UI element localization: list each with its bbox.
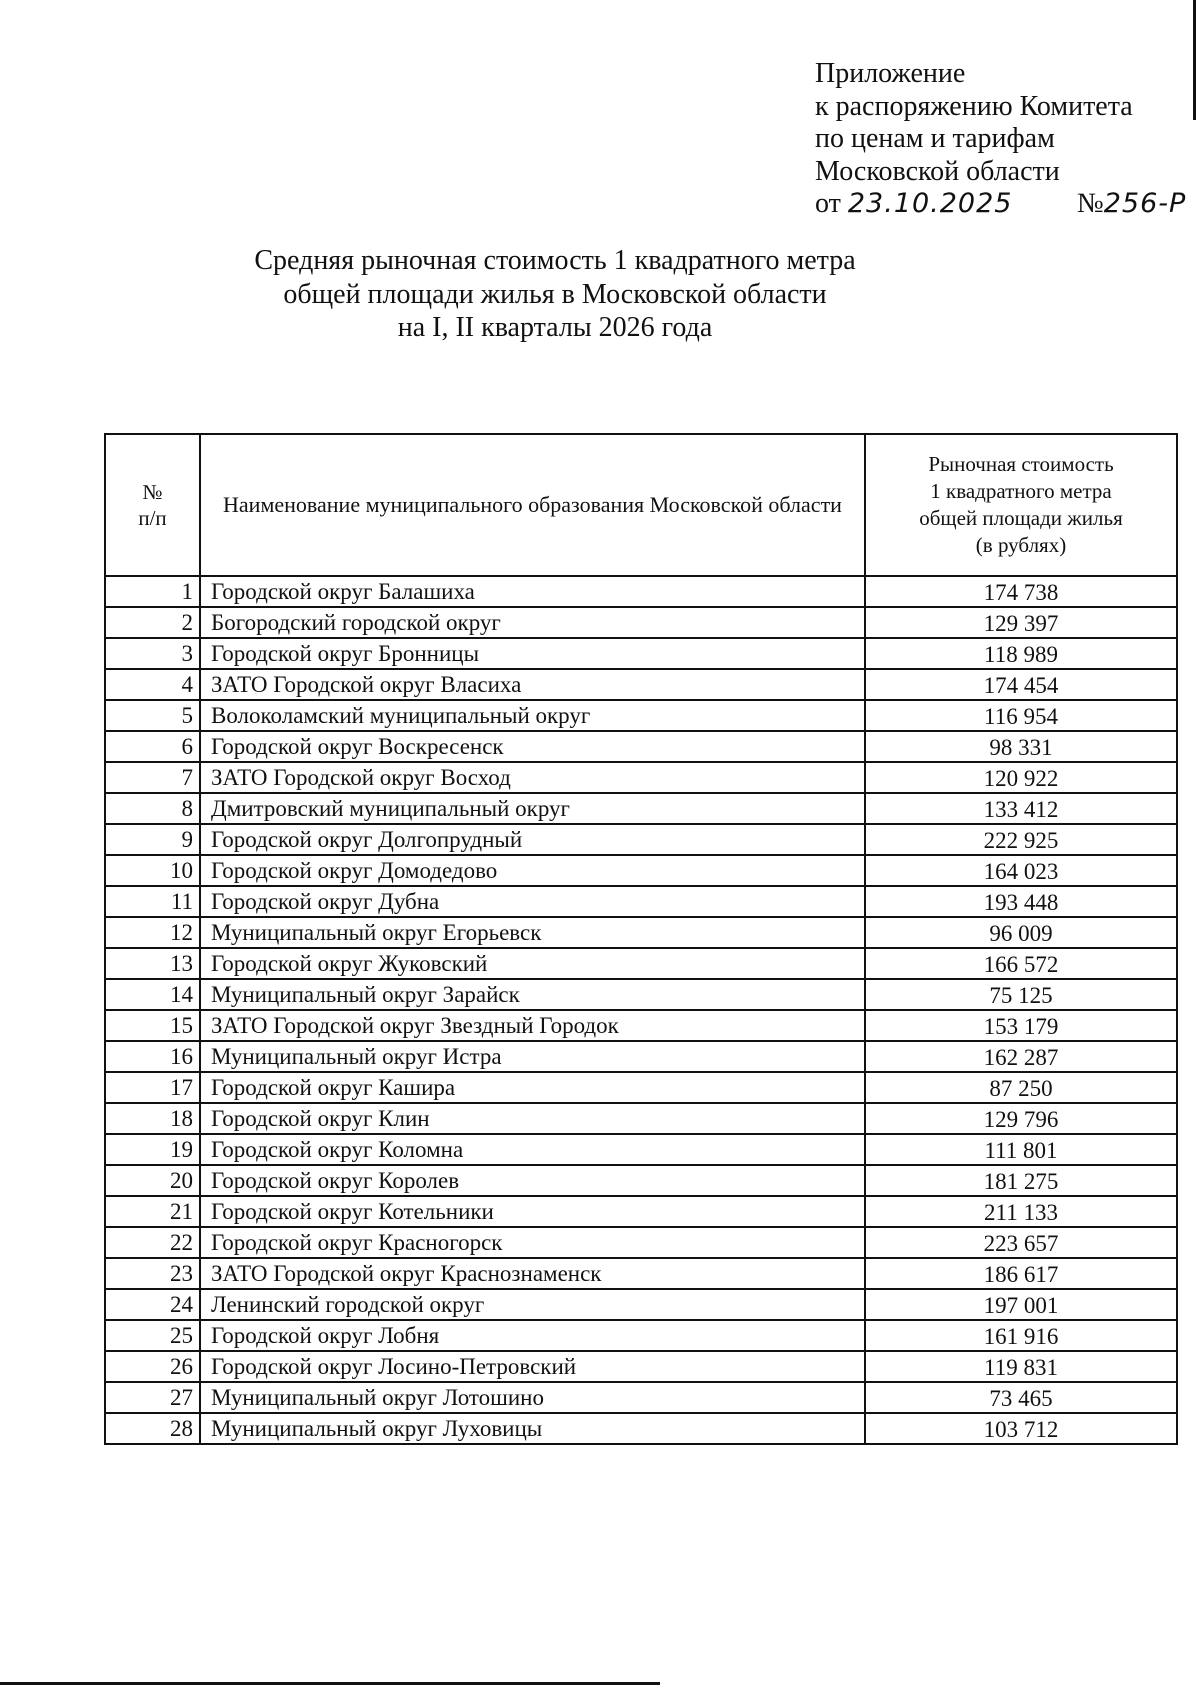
handwritten-number: 256-Р	[1103, 188, 1187, 219]
price-value: 111 801	[865, 1134, 1177, 1165]
header-price-line: Рыночная стоимость	[928, 452, 1114, 476]
table-row	[105, 638, 1177, 669]
row-number: 6	[105, 731, 200, 762]
header-price-line: (в рублях)	[975, 533, 1067, 557]
table-row	[105, 607, 1177, 638]
table-row	[105, 1103, 1177, 1134]
number-prefix: №	[1077, 188, 1104, 219]
document-title	[0, 244, 1200, 345]
municipality-name: Ленинский городской округ	[200, 1289, 865, 1320]
municipality-name: Муниципальный округ Луховицы	[200, 1413, 865, 1444]
table-row	[105, 1165, 1177, 1196]
municipality-name: ЗАТО Городской округ Краснознаменск	[200, 1258, 865, 1289]
municipality-name: Городской округ Котельники	[200, 1196, 865, 1227]
row-number: 1	[105, 576, 200, 607]
municipality-name: Волоколамский муниципальный округ	[200, 700, 865, 731]
municipality-name: Городской округ Красногорск	[200, 1227, 865, 1258]
price-value: 103 712	[865, 1413, 1177, 1444]
table-row	[105, 1227, 1177, 1258]
municipality-name: Городской округ Лосино-Петровский	[200, 1351, 865, 1382]
municipality-name: Городской округ Клин	[200, 1103, 865, 1134]
table-row	[105, 1351, 1177, 1382]
municipality-name: Городской округ Коломна	[200, 1134, 865, 1165]
price-value: 223 657	[865, 1227, 1177, 1258]
price-value: 174 454	[865, 669, 1177, 700]
price-value: 98 331	[865, 731, 1177, 762]
row-number: 27	[105, 1382, 200, 1413]
row-number: 10	[105, 855, 200, 886]
municipality-name: Муниципальный округ Зарайск	[200, 979, 865, 1010]
municipality-name: ЗАТО Городской округ Восход	[200, 762, 865, 793]
row-number: 25	[105, 1320, 200, 1351]
appendix-date-line	[815, 188, 1187, 221]
table-row	[105, 948, 1177, 979]
header-number-abbr: п/п	[138, 506, 167, 530]
row-number: 13	[105, 948, 200, 979]
price-value: 87 250	[865, 1072, 1177, 1103]
row-number: 11	[105, 886, 200, 917]
price-value: 116 954	[865, 700, 1177, 731]
price-value: 75 125	[865, 979, 1177, 1010]
table-row	[105, 669, 1177, 700]
row-number: 20	[105, 1165, 200, 1196]
municipality-name: ЗАТО Городской округ Звездный Городок	[200, 1010, 865, 1041]
price-value: 222 925	[865, 824, 1177, 855]
document-number	[1077, 188, 1186, 221]
municipality-name: Городской округ Воскресенск	[200, 731, 865, 762]
row-number: 4	[105, 669, 200, 700]
appendix-line: Приложение	[815, 58, 966, 89]
table-row	[105, 1320, 1177, 1351]
municipality-name: ЗАТО Городской округ Власиха	[200, 669, 865, 700]
row-number: 16	[105, 1041, 200, 1072]
price-value: 161 916	[865, 1320, 1177, 1351]
row-number: 22	[105, 1227, 200, 1258]
price-value: 174 738	[865, 576, 1177, 607]
municipality-name: Муниципальный округ Лотошино	[200, 1382, 865, 1413]
table-row	[105, 1134, 1177, 1165]
table-body	[105, 576, 1177, 1444]
table-row	[105, 1010, 1177, 1041]
row-number: 5	[105, 700, 200, 731]
header-name: Наименование муниципального образования Московской области	[200, 434, 865, 576]
table-header-row	[105, 434, 1177, 576]
row-number: 2	[105, 607, 200, 638]
table-row	[105, 886, 1177, 917]
appendix-line: по ценам и тарифам	[815, 123, 1055, 154]
price-value: 96 009	[865, 917, 1177, 948]
header-number	[105, 434, 200, 576]
row-number: 15	[105, 1010, 200, 1041]
header-price-line: 1 квадратного метра	[930, 479, 1112, 503]
municipality-name: Городской округ Домодедово	[200, 855, 865, 886]
table-row	[105, 700, 1177, 731]
table-row	[105, 1382, 1177, 1413]
table-row	[105, 1258, 1177, 1289]
price-value: 119 831	[865, 1351, 1177, 1382]
price-value: 193 448	[865, 886, 1177, 917]
table-row	[105, 1196, 1177, 1227]
appendix-line: к распоряжению Комитета	[815, 90, 1133, 122]
municipality-name: Дмитровский муниципальный округ	[200, 793, 865, 824]
price-value: 197 001	[865, 1289, 1177, 1320]
handwritten-date: 23.10.2025	[847, 188, 1013, 219]
price-value: 166 572	[865, 948, 1177, 979]
appendix-block	[815, 58, 1187, 221]
price-value: 118 989	[865, 638, 1177, 669]
price-value: 186 617	[865, 1258, 1177, 1289]
scan-edge-mark-bottom	[0, 1682, 660, 1685]
table-row	[105, 1041, 1177, 1072]
row-number: 9	[105, 824, 200, 855]
price-value: 211 133	[865, 1196, 1177, 1227]
header-price	[865, 434, 1177, 576]
scan-edge-mark	[1193, 0, 1196, 120]
row-number: 23	[105, 1258, 200, 1289]
municipality-name: Городской округ Жуковский	[200, 948, 865, 979]
title-line: на I, II кварталы 2026 года	[397, 312, 713, 343]
row-number: 21	[105, 1196, 200, 1227]
row-number: 19	[105, 1134, 200, 1165]
price-value: 129 397	[865, 607, 1177, 638]
price-value: 133 412	[865, 793, 1177, 824]
row-number: 14	[105, 979, 200, 1010]
table-row	[105, 762, 1177, 793]
price-value: 129 796	[865, 1103, 1177, 1134]
municipality-name: Городской округ Лобня	[200, 1320, 865, 1351]
table-row	[105, 824, 1177, 855]
municipality-name: Богородский городской округ	[200, 607, 865, 638]
row-number: 17	[105, 1072, 200, 1103]
price-value: 162 287	[865, 1041, 1177, 1072]
table-row	[105, 979, 1177, 1010]
municipality-name: Городской округ Королев	[200, 1165, 865, 1196]
row-number: 7	[105, 762, 200, 793]
municipality-name: Городской округ Бронницы	[200, 638, 865, 669]
municipality-name: Муниципальный округ Истра	[200, 1041, 865, 1072]
municipality-name: Городской округ Кашира	[200, 1072, 865, 1103]
date-prefix: от	[815, 188, 841, 219]
header-price-line: общей площади жилья	[919, 506, 1123, 530]
table-row	[105, 576, 1177, 607]
table-row	[105, 731, 1177, 762]
price-value: 153 179	[865, 1010, 1177, 1041]
header-number-sign: №	[142, 480, 163, 504]
table-row	[105, 917, 1177, 948]
municipality-name: Городской округ Балашиха	[200, 576, 865, 607]
title-line: общей площади жилья в Московской области	[283, 278, 827, 310]
appendix-line: Московской области	[815, 155, 1060, 187]
municipality-name: Городской округ Дубна	[200, 886, 865, 917]
table-row	[105, 1072, 1177, 1103]
row-number: 12	[105, 917, 200, 948]
row-number: 18	[105, 1103, 200, 1134]
row-number: 24	[105, 1289, 200, 1320]
municipality-name: Муниципальный округ Егорьевск	[200, 917, 865, 948]
price-value: 73 465	[865, 1382, 1177, 1413]
title-line: Средняя рыночная стоимость 1 квадратного метра	[254, 245, 856, 276]
price-value: 164 023	[865, 855, 1177, 886]
municipality-name: Городской округ Долгопрудный	[200, 824, 865, 855]
row-number: 26	[105, 1351, 200, 1382]
table-row	[105, 855, 1177, 886]
price-value: 120 922	[865, 762, 1177, 793]
row-number: 28	[105, 1413, 200, 1444]
table-row	[105, 1289, 1177, 1320]
row-number: 8	[105, 793, 200, 824]
table-row	[105, 793, 1177, 824]
table-row	[105, 1413, 1177, 1444]
price-value: 181 275	[865, 1165, 1177, 1196]
price-table	[104, 433, 1178, 1445]
row-number: 3	[105, 638, 200, 669]
